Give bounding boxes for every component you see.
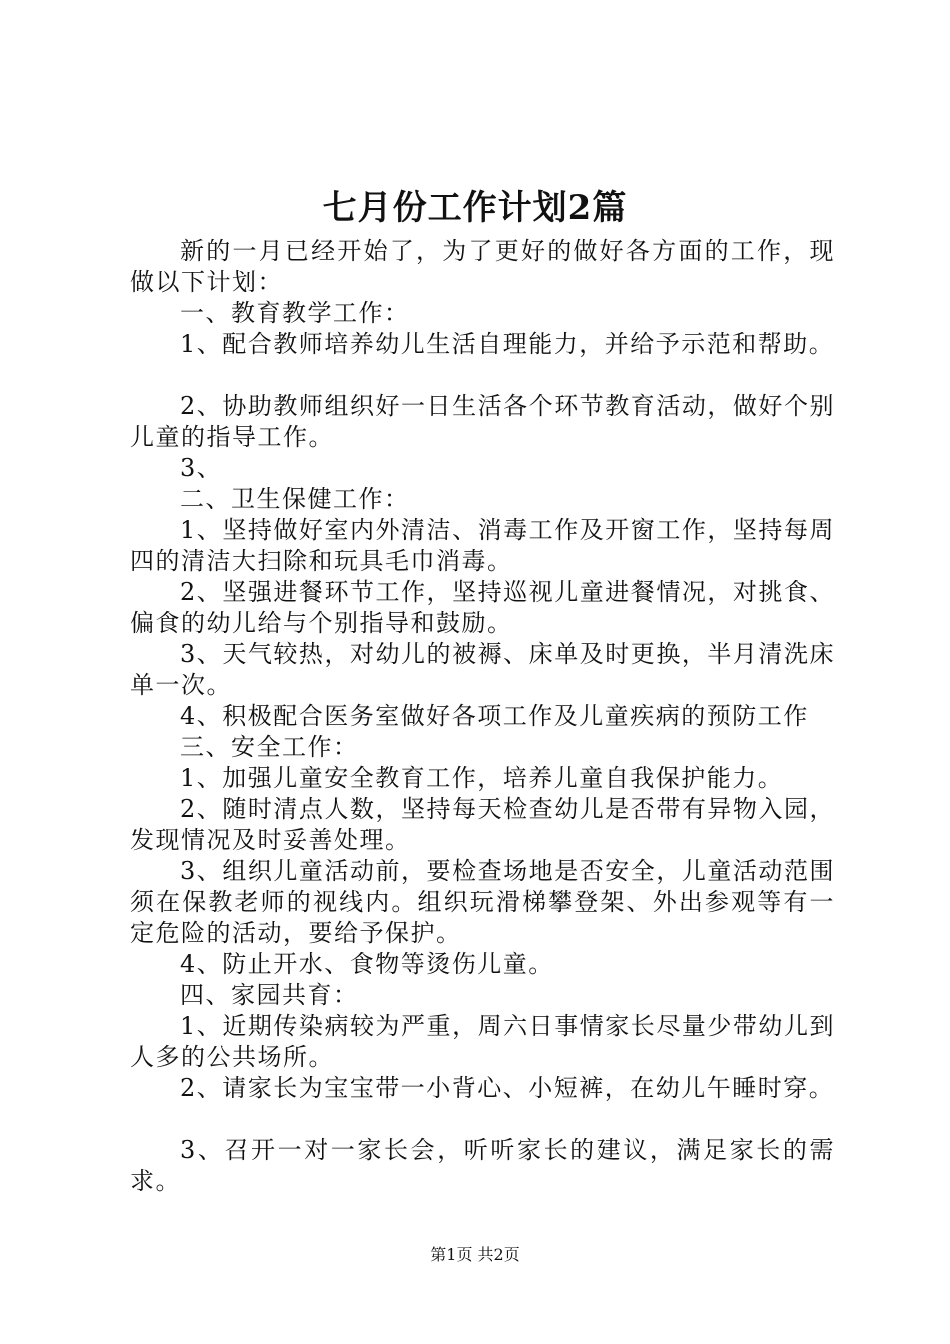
paragraph-safety-4: 4、防止开水、食物等烫伤儿童。	[180, 950, 554, 978]
paragraph-health-3: 3、天气较热，对幼儿的被褥、床单及时更换，半月清洗床单一次。	[130, 640, 835, 699]
paragraph-home-school-3: 3、召开一对一家长会，听听家长的建议，满足家长的需求。	[130, 1136, 835, 1195]
section-heading-home-school: 四、家园共育：	[180, 981, 359, 1009]
paragraph-safety-1: 1、加强儿童安全教育工作，培养儿童自我保护能力。	[180, 764, 784, 792]
paragraph-safety-3: 3、组织儿童活动前，要检查场地是否安全，儿童活动范围须在保教老师的视线内。组织玩滑梯攀登架、外出参观等有一定危险的活动，要给予保护。	[130, 857, 835, 947]
paragraph-intro: 新的一月已经开始了，为了更好的做好各方面的工作，现做以下计划：	[130, 237, 835, 296]
paragraph-health-2: 2、坚强进餐环节工作，坚持巡视儿童进餐情况，对挑食、偏食的幼儿给与个别指导和鼓励。	[130, 578, 835, 637]
paragraph-teaching-1: 1、配合教师培养幼儿生活自理能力，并给予示范和帮助。	[180, 330, 835, 358]
paragraph-teaching-3: 3、	[180, 454, 223, 482]
page-footer: 第1页 共2页	[430, 1245, 520, 1264]
paragraph-safety-2: 2、随时清点人数，坚持每天检查幼儿是否带有异物入园，发现情况及时妥善处理。	[130, 795, 835, 854]
paragraph-home-school-1: 1、近期传染病较为严重，周六日事情家长尽量少带幼儿到人多的公共场所。	[130, 1012, 835, 1071]
document-title: 七月份工作计划2篇	[322, 188, 628, 228]
paragraph-health-1: 1、坚持做好室内外清洁、消毒工作及开窗工作，坚持每周四的清洁大扫除和玩具毛巾消毒。	[130, 516, 835, 575]
paragraph-teaching-2: 2、协助教师组织好一日生活各个环节教育活动，做好个别儿童的指导工作。	[130, 392, 835, 451]
section-heading-teaching: 一、教育教学工作：	[180, 299, 410, 327]
section-heading-health: 二、卫生保健工作：	[180, 485, 410, 513]
paragraph-health-4: 4、积极配合医务室做好各项工作及儿童疾病的预防工作	[180, 702, 809, 730]
section-heading-safety: 三、安全工作：	[180, 733, 359, 761]
document-body	[130, 236, 835, 1197]
paragraph-home-school-2: 2、请家长为宝宝带一小背心、小短裤，在幼儿午睡时穿。	[180, 1074, 835, 1102]
